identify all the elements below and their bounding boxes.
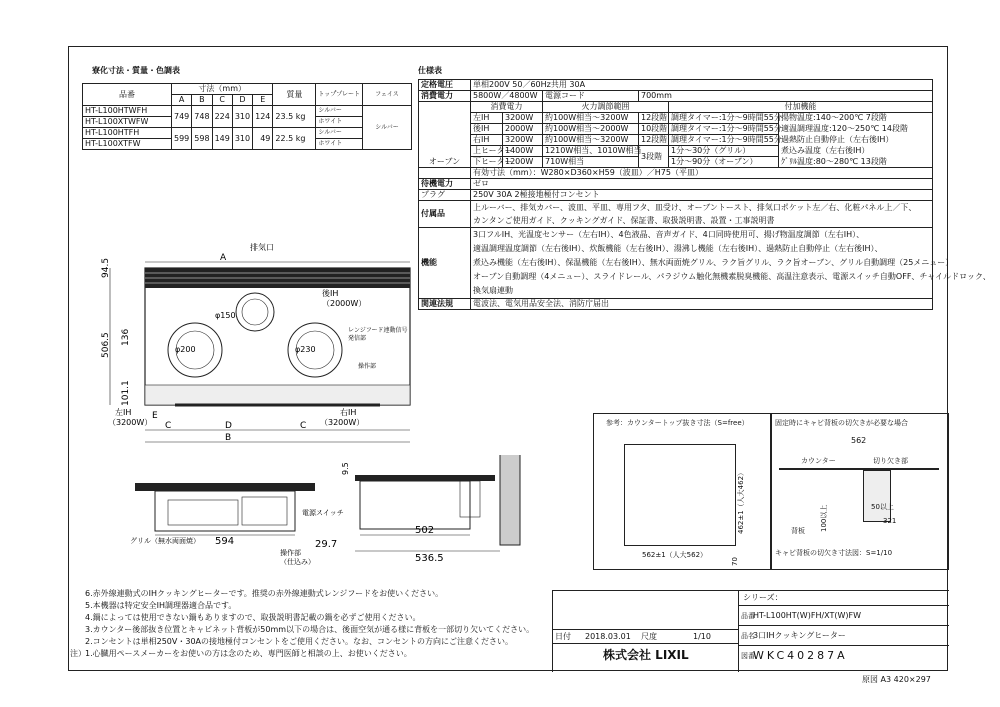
col-b: B bbox=[192, 95, 212, 106]
top-cell: シルバー bbox=[316, 128, 363, 139]
label-c: C bbox=[165, 421, 172, 431]
head-range: 火力調節範囲 bbox=[543, 102, 669, 113]
scale-value: 1/10 bbox=[693, 632, 711, 641]
col-c: C bbox=[212, 95, 232, 106]
dim-945: 94.5 bbox=[101, 257, 111, 278]
rated-voltage: 単相200V 50／60Hz共用 30A bbox=[471, 80, 933, 91]
model-cell: HT-L100HTFH bbox=[83, 128, 172, 139]
side-top-plate bbox=[355, 475, 495, 481]
dim-b: 598 bbox=[192, 128, 212, 150]
oven-steps: 3段階 bbox=[639, 146, 669, 168]
model-cell: HT-L100HTWFH bbox=[83, 106, 172, 117]
drawing-label: 図番 bbox=[741, 652, 755, 660]
burner-range: 約100W相当～3200W bbox=[543, 113, 639, 124]
label-a: A bbox=[220, 253, 227, 263]
func-item: ｸﾞﾘﾙ温度:80～280℃ 13段階 bbox=[779, 157, 933, 168]
func-line: 適温調理温度調節（左右後IH）、炊飯機能（左右後IH）、湯沸し機能（左右後IH）、過熱防止自動停止（左右後IH）、 bbox=[471, 242, 933, 256]
right-ih-watt: （3200W） bbox=[320, 418, 365, 427]
spec-table bbox=[418, 79, 991, 310]
note-line: 2.コンセントは単相250V・30Aの接地極付コンセントをご使用ください。なお、コンセントの方向にご注意ください。 bbox=[85, 637, 514, 646]
func-line: 換気扇連動 bbox=[471, 284, 933, 299]
oven-timer-1: 1分～30分（グリル） bbox=[669, 146, 779, 157]
note-line: 1.心臓用ペースメーカーをお使いの方は念のため、専門医師と相談の上、お使いください。 bbox=[85, 649, 412, 658]
dim-b: 748 bbox=[192, 106, 212, 128]
front-side-view bbox=[130, 455, 550, 595]
rated-voltage-label: 定格電圧 bbox=[419, 80, 471, 91]
func-line: 3口フルIH、光温度センサー（左右IH）、4色液晶、音声ガイド、4口同時使用可、揚げ物温度調節（左右IH）、 bbox=[471, 228, 933, 243]
dim-a: 599 bbox=[172, 128, 192, 150]
model-value: HT-L100HT(W)FH/XT(W)FW bbox=[753, 611, 862, 620]
cooktop-outline bbox=[145, 268, 410, 405]
upper-range: 1210W相当、1010W相当 bbox=[543, 146, 639, 157]
col-a: A bbox=[172, 95, 192, 106]
oven-timer-2: 1分～90分（オーブン） bbox=[669, 157, 779, 168]
burner-range: 約100W相当～2000W bbox=[543, 124, 639, 135]
note-line: 6.赤外線連動式のIHクッキングヒーターです。推奨の赤外線連動式レンジフードをお使いください。 bbox=[85, 589, 444, 598]
plug-value: 250V 30A 2極接地極付コンセント bbox=[471, 190, 933, 201]
left-ih-label: 左IH bbox=[115, 408, 132, 417]
ref-70: 70 bbox=[731, 557, 739, 566]
cut-title: 固定時にキャビ背板の切欠きが必要な場合 bbox=[775, 419, 908, 427]
head-power: 消費電力 bbox=[471, 102, 543, 113]
variant-table bbox=[82, 83, 412, 150]
counter-line bbox=[779, 468, 939, 470]
burner-steps: 12段階 bbox=[639, 113, 669, 124]
func-item: 揚物温度:140～200℃ 7段階 bbox=[779, 113, 933, 124]
col-d: D bbox=[232, 95, 252, 106]
dim-95: 9.5 bbox=[341, 462, 350, 475]
phi200-label: φ200 bbox=[175, 345, 196, 354]
grill-label: グリル（無水両面焼） bbox=[130, 537, 200, 545]
ref-d: 462±1（人大462） bbox=[737, 468, 745, 534]
label-c2: C bbox=[300, 421, 307, 431]
effective-dims: 有効寸法（mm）：W280×D360×H59（波皿）／H75（平皿） bbox=[471, 168, 933, 179]
dim-c: 224 bbox=[212, 106, 232, 128]
paper-size: 原図 A3 420×297 bbox=[862, 675, 931, 684]
date-label: 日付 bbox=[555, 632, 571, 641]
cut-100: 100以上 bbox=[820, 504, 828, 532]
drawing-number: WKC40287A bbox=[753, 649, 848, 662]
ref-box bbox=[593, 413, 772, 570]
top-cell: ホワイト bbox=[316, 117, 363, 128]
mass-cell: 22.5 kg bbox=[273, 128, 316, 150]
op-panel3-label: （仕込み） bbox=[280, 558, 315, 566]
oven-label: オーブン bbox=[419, 102, 471, 168]
standby-label: 待機電力 bbox=[419, 179, 471, 190]
ref-w: 562±1（人大562） bbox=[642, 551, 708, 559]
sensor-label-2: 発信部 bbox=[348, 335, 367, 342]
face-cell: シルバー bbox=[363, 106, 412, 150]
dim-594: 594 bbox=[215, 536, 235, 547]
cord-label: 電源コード bbox=[543, 91, 639, 102]
company-name: 株式会社 LIXIL bbox=[603, 648, 689, 662]
cut-50: 50以上 bbox=[871, 503, 894, 511]
plug-label: プラグ bbox=[419, 190, 471, 201]
lower-watt: 1200W bbox=[503, 157, 543, 168]
front-top-plate bbox=[135, 483, 315, 491]
name-value: 3口IHクッキングヒーター bbox=[753, 631, 846, 640]
lower-range: 710W相当 bbox=[543, 157, 639, 168]
op-panel-strip bbox=[145, 385, 410, 405]
op-panel-label: 操作部 bbox=[358, 363, 377, 370]
dim-d: 310 bbox=[232, 106, 252, 128]
col-mass: 質量 bbox=[273, 84, 316, 106]
burner-name: 後IH bbox=[471, 124, 503, 135]
variant-title: 寮化寸法・質量・色調表 bbox=[92, 66, 180, 75]
side-body bbox=[360, 481, 470, 529]
cut-footer: キャビ背板の切欠き寸法図：S=1/10 bbox=[775, 549, 893, 557]
ref-title: 参考：カウンタートップ抜き寸法（S=free） bbox=[606, 419, 749, 427]
label-e: E bbox=[152, 411, 158, 421]
dim-e: 124 bbox=[253, 106, 273, 128]
burner-watt: 3200W bbox=[503, 113, 543, 124]
dim-5365: 536.5 bbox=[415, 553, 444, 564]
spec-title: 仕様表 bbox=[418, 66, 442, 75]
phi230-label: φ230 bbox=[295, 345, 316, 354]
col-product: 品番 bbox=[83, 84, 172, 106]
label-b: B bbox=[225, 433, 232, 443]
law-label: 関連法規 bbox=[419, 299, 471, 310]
func-label: 機能 bbox=[419, 228, 471, 299]
cut-box bbox=[770, 413, 949, 570]
note-line: 4.鍋によっては使用できない鍋もありますので、取扱説明書記載の鍋を必ずご使用ください。 bbox=[85, 613, 421, 622]
col-e: E bbox=[253, 95, 273, 106]
cut-counter: カウンター bbox=[801, 457, 836, 465]
cord-value: 700mm bbox=[639, 91, 933, 102]
dim-d: 310 bbox=[232, 128, 252, 150]
dim-1011: 101.1 bbox=[121, 380, 131, 406]
name-label: 品名 bbox=[741, 632, 755, 640]
burner-timer: 調理タイマー:1分～9時間55分 bbox=[669, 124, 779, 135]
rear-burner-inner bbox=[242, 299, 268, 325]
model-cell: HT-L100XTWFW bbox=[83, 117, 172, 128]
sensor-label: レンジフード連動信号 bbox=[348, 327, 408, 334]
burner-watt: 3200W bbox=[503, 135, 543, 146]
head-func: 付加機能 bbox=[669, 102, 933, 113]
burner-name: 右IH bbox=[471, 135, 503, 146]
col-top: トップ゚プレート bbox=[316, 84, 363, 106]
burner-timer: 調理タイマー:1分～9時間55分 bbox=[669, 113, 779, 124]
col-dim: 寸法（mm） bbox=[172, 84, 273, 95]
cut-back: 背板 bbox=[791, 527, 805, 535]
standby-value: ゼロ bbox=[471, 179, 933, 190]
upper-watt: 1400W bbox=[503, 146, 543, 157]
func-line: 煮込み機能（左右後IH）、保温機能（左右後IH）、無水両面焼グリル、ラク旨グリル、ラク旨オーブン、グリル自動調理（25メニュー） bbox=[471, 256, 933, 270]
burner-timer: 調理タイマー:1分～9時間55分 bbox=[669, 135, 779, 146]
dim-5065: 506.5 bbox=[101, 332, 111, 358]
title-block bbox=[552, 590, 949, 672]
acc-line: 上ルーバー、排気カバー、波皿、平皿、専用フタ、皿受け、オーブントースト、排気口ポケット左／右、化粧パネル上／下、 bbox=[471, 201, 933, 215]
dim-c: 149 bbox=[212, 128, 232, 150]
note-line: 5.本機器は特定安全IH調理器適合品です。 bbox=[85, 601, 237, 610]
cut-321: 321 bbox=[883, 517, 897, 525]
func-item: 適温調理温度:120～250℃ 14段階 bbox=[779, 124, 933, 135]
acc-label: 付属品 bbox=[419, 201, 471, 228]
dim-136: 136 bbox=[121, 328, 131, 346]
func-line: オーブン自動調理（4メニュー）、スライドレール、パラジウム触化無機素脱臭機能、高温注意表示、電源スイッチ自動OFF、チャイルドロック、 bbox=[471, 270, 933, 284]
func-item: 過熱防止自動停止（左右後IH） bbox=[779, 135, 933, 146]
wall bbox=[500, 455, 520, 545]
law-value: 電波法、電気用品安全法、消防庁届出 bbox=[471, 299, 933, 310]
power-value: 5800W／4800W bbox=[471, 91, 543, 102]
col-face: フェイス bbox=[363, 84, 412, 106]
burner-range: 約100W相当～3200W bbox=[543, 135, 639, 146]
func-item: 煮込み温度（左右後IH） bbox=[779, 146, 933, 157]
model-cell: HT-L100XTFW bbox=[83, 139, 172, 150]
dim-502: 502 bbox=[415, 525, 435, 536]
rear-ih-watt: （2000W） bbox=[322, 299, 367, 308]
op-panel2-label: 操作部 bbox=[280, 549, 301, 557]
left-ih-watt: （3200W） bbox=[108, 418, 153, 427]
control-box bbox=[242, 497, 287, 525]
exhaust-label: 排気口 bbox=[250, 243, 274, 252]
notes-label: 注） bbox=[70, 649, 86, 658]
mass-cell: 23.5 kg bbox=[273, 106, 316, 128]
ref-cutout bbox=[624, 444, 736, 546]
dim-e: 49 bbox=[253, 128, 273, 150]
grill-door bbox=[168, 500, 238, 525]
burner-steps: 12段階 bbox=[639, 135, 669, 146]
power-switch-label: 電源スイッチ bbox=[302, 509, 344, 517]
cut-562: 562 bbox=[851, 436, 867, 445]
acc-line: カンタンご使用ガイド、クッキングガイド、保証書、取扱説明書、設置・工事説明書 bbox=[471, 214, 933, 228]
dim-297: 29.7 bbox=[315, 539, 338, 550]
date-value: 2018.03.01 bbox=[585, 632, 631, 641]
upper-heater: 上ヒーター bbox=[471, 146, 503, 157]
cutout-shape bbox=[863, 470, 891, 522]
lower-heater: 下ヒーター bbox=[471, 157, 503, 168]
scale-label: 尺度 bbox=[641, 632, 657, 641]
right-ih-label: 右IH bbox=[340, 408, 357, 417]
top-cell: ホワイト bbox=[316, 139, 363, 150]
note-line: 3.カウンター後部抜き位置とキャビネット背板が50mm以下の場合は、後面空気が通る様に背板を一部切り欠いてください。 bbox=[85, 625, 535, 634]
label-d: D bbox=[225, 421, 232, 431]
model-label: 品番 bbox=[741, 612, 755, 620]
top-cell: シルバー bbox=[316, 106, 363, 117]
phi150-label: φ150 bbox=[215, 311, 236, 320]
top-view-drawing bbox=[100, 240, 430, 450]
series-label: シリーズ： bbox=[743, 593, 783, 602]
power-label: 消費電力 bbox=[419, 91, 471, 102]
dim-a: 749 bbox=[172, 106, 192, 128]
burner-watt: 2000W bbox=[503, 124, 543, 135]
burner-steps: 10段階 bbox=[639, 124, 669, 135]
cut-cutout: 切り欠き部 bbox=[873, 457, 908, 465]
burner-name: 左IH bbox=[471, 113, 503, 124]
rear-ih-label: 後IH bbox=[322, 289, 339, 298]
